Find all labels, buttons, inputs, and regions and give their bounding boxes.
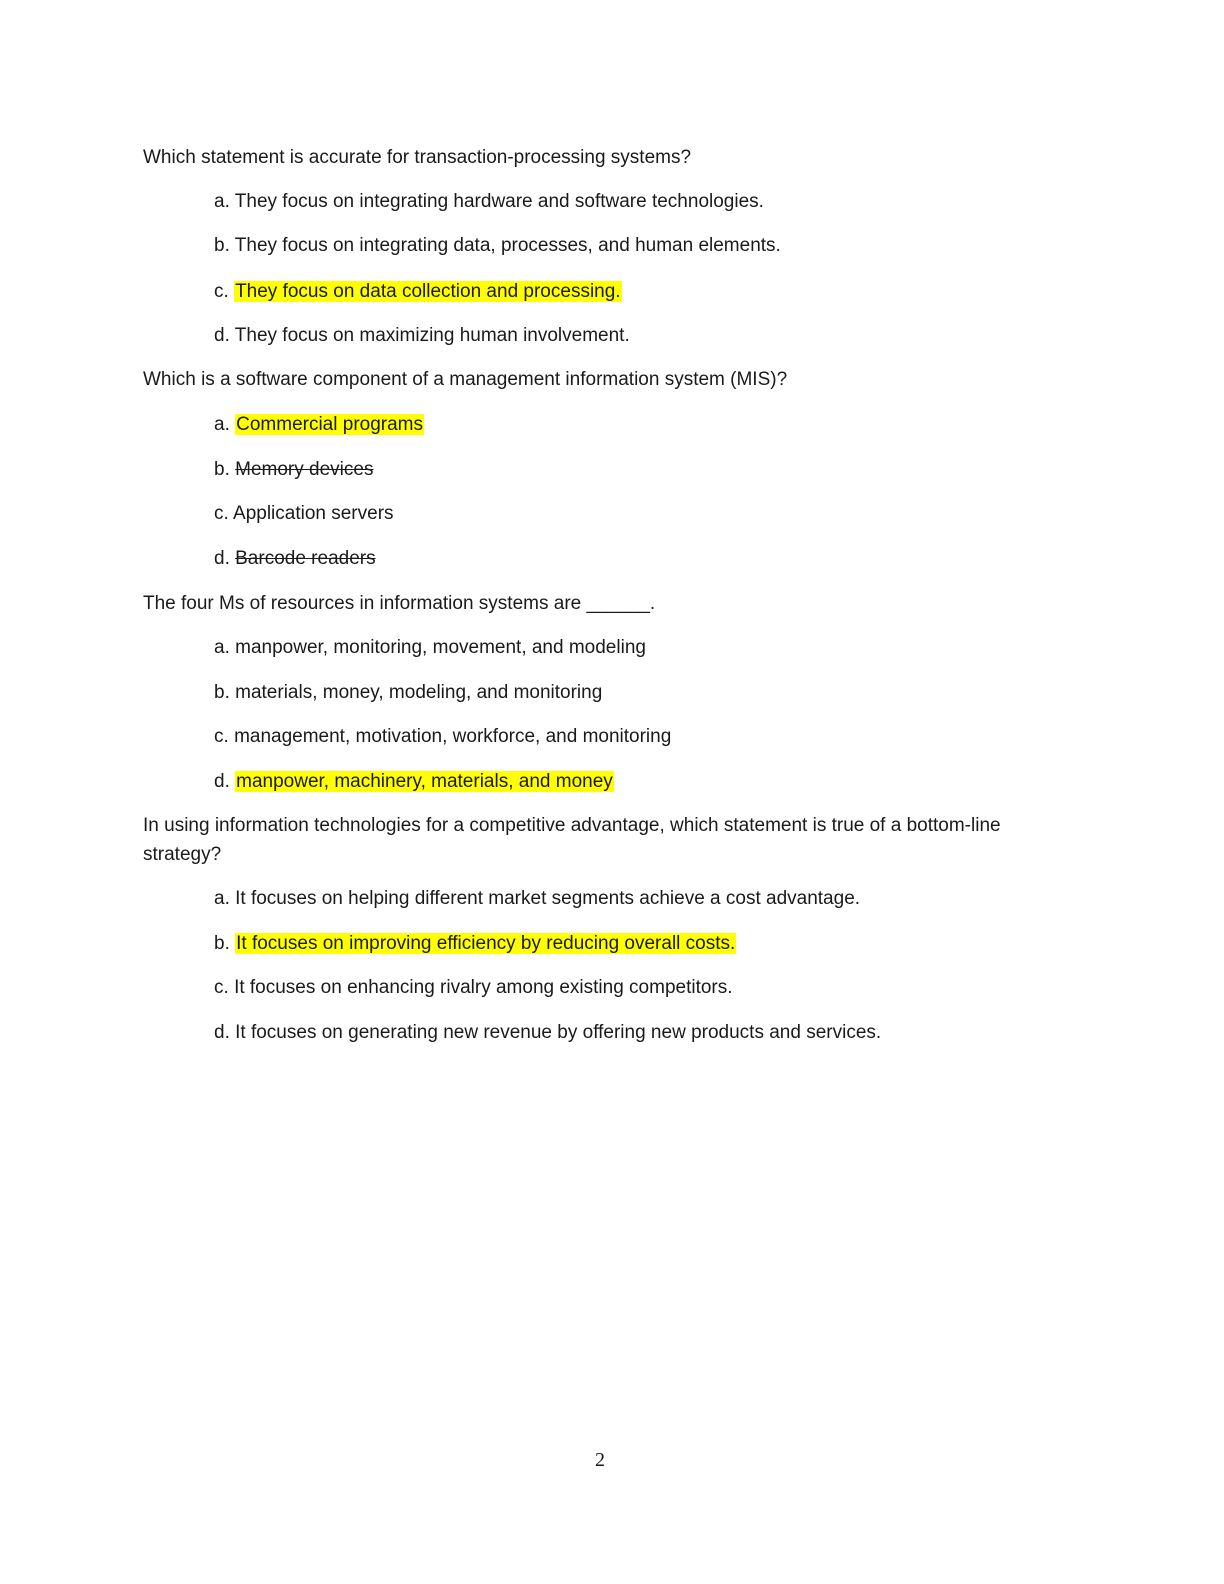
question-4-option-c: c. It focuses on enhancing rivalry among existing competitors. — [214, 977, 733, 998]
struck-option: Barcode readers — [235, 548, 376, 569]
question-3-option-c: c. management, motivation, workforce, and monitoring — [214, 726, 672, 747]
question-3-option-d: d. manpower, machinery, materials, and money — [214, 771, 613, 792]
question-2-option-b: b. Memory devices — [214, 459, 374, 480]
highlighted-answer: manpower, machinery, materials, and money — [236, 771, 613, 792]
question-1-option-c: c. They focus on data collection and processing. — [214, 281, 621, 302]
question-3-option-b: b. materials, money, modeling, and monitoring — [214, 682, 603, 703]
question-1-option-a: a. They focus on integrating hardware and software technologies. — [214, 191, 764, 212]
highlighted-answer: It focuses on improving efficiency by reducing overall costs. — [236, 933, 736, 954]
question-4-option-b: b. It focuses on improving efficiency by reducing overall costs. — [214, 933, 736, 954]
struck-option: Memory devices — [235, 459, 374, 480]
question-2-text: Which is a software component of a management information system (MIS)? — [143, 369, 788, 390]
question-4-text-line-2: strategy? — [143, 844, 222, 865]
question-2-option-c: c. Application servers — [214, 503, 394, 524]
question-3-option-a: a. manpower, monitoring, movement, and modeling — [214, 637, 646, 658]
question-1-text: Which statement is accurate for transaction-processing systems? — [143, 147, 692, 168]
question-2-option-d: d. Barcode readers — [214, 548, 376, 569]
question-1-option-b: b. They focus on integrating data, processes, and human elements. — [214, 235, 781, 256]
highlighted-answer: Commercial programs — [236, 414, 423, 435]
question-3-text: The four Ms of resources in information systems are ______. — [143, 593, 656, 614]
highlighted-answer: They focus on data collection and processing. — [235, 281, 621, 302]
question-1-option-d: d. They focus on maximizing human involvement. — [214, 325, 630, 346]
question-2-option-a: a. Commercial programs — [214, 414, 423, 435]
question-4-option-d: d. It focuses on generating new revenue by offering new products and services. — [214, 1022, 882, 1043]
question-4-text-line-1: In using information technologies for a competitive advantage, which statement is true of a bottom-line — [143, 815, 1001, 836]
question-4-option-a: a. It focuses on helping different market segments achieve a cost advantage. — [214, 888, 861, 909]
page-number: 2 — [595, 1449, 605, 1471]
